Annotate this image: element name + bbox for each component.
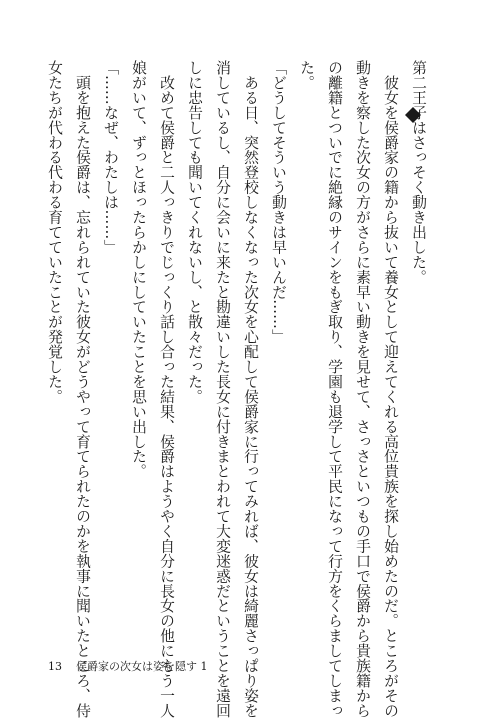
text-line: ある日、突然登校しなくなった次女を心配して侯爵家に行ってみれば、彼女は綺麗さっぱり姿を <box>242 60 259 718</box>
text-line: 女たちが代わる代わる育てていたことが発覚した。 <box>46 60 63 404</box>
text-line: 消しているし、自分に会いに来たと勘違いした長女に付きまとわれて大変迷惑だということを遠回 <box>214 60 231 718</box>
text-line: 第二王子はさっそく動き出した。 <box>410 60 427 285</box>
text-line: の離籍とついでに絶縁のサインをもぎ取り、学園も退学して平民になって行方をくらましてしまっ <box>326 60 343 718</box>
text-line: 頭を抱えた侯爵は、忘れられていた彼女がどうやって育てられたのかを執事に聞いたところ、侍 <box>74 60 91 718</box>
text-line: しに忠告しても聞いてくれないし、と散々だった。 <box>186 60 203 404</box>
page-footer <box>48 660 208 674</box>
text-line: 改めて侯爵と二人っきりでじっくり話し合った結果、侯爵はようやく自分に長女の他にもう一人 <box>158 60 175 718</box>
text-line: 動きを察した次女の方がさらに素早い動きを見せて、さっさといつもの手口で侯爵から貴族籍から <box>354 60 371 718</box>
text-line: 娘がいて、ずっとほったらかしにしていたことを思い出した。 <box>130 60 147 479</box>
text-line: た。 <box>298 60 315 90</box>
book-title: 侯爵家の次女は姿を隠す 1 <box>76 660 208 673</box>
text-line: 彼女を侯爵家の籍から抜いて養女として迎えてくれる高位貴族を探し始めたのだ。ところがその <box>382 60 399 718</box>
page-number: 13 <box>48 660 62 673</box>
text-line: 「どうしてそういう動きは早いんだ……」 <box>270 60 287 345</box>
text-line: 「……なぜ、わたしは……」 <box>102 60 119 255</box>
